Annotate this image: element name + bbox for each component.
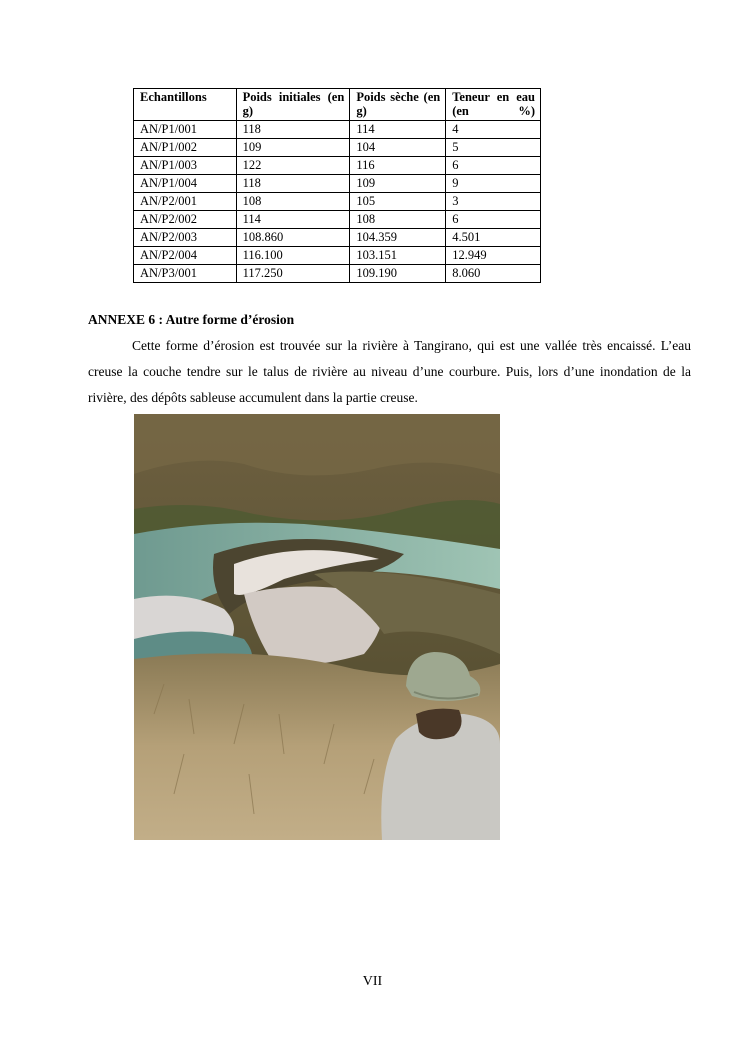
table-cell: AN/P1/004 — [134, 175, 237, 193]
annexe-paragraph — [88, 333, 691, 411]
table-cell: 114 — [236, 211, 350, 229]
table-body — [134, 121, 541, 283]
table-cell: 6 — [446, 157, 541, 175]
table-cell: 114 — [350, 121, 446, 139]
header-poids-seche: Poids sèche (en g) — [350, 89, 446, 121]
table-cell: 5 — [446, 139, 541, 157]
table-cell: 108 — [350, 211, 446, 229]
table-cell: 103.151 — [350, 247, 446, 265]
table-row — [134, 139, 541, 157]
table-cell: 122 — [236, 157, 350, 175]
table-cell: 4.501 — [446, 229, 541, 247]
table-row — [134, 121, 541, 139]
table-cell: 108.860 — [236, 229, 350, 247]
table-cell: 104.359 — [350, 229, 446, 247]
table-cell: AN/P2/002 — [134, 211, 237, 229]
header-teneur-eau: Teneur en eau (en %) — [446, 89, 541, 121]
erosion-photo — [134, 414, 500, 840]
table-cell: 105 — [350, 193, 446, 211]
table-cell: 104 — [350, 139, 446, 157]
table-cell: 118 — [236, 175, 350, 193]
table-row — [134, 193, 541, 211]
table-cell: 116.100 — [236, 247, 350, 265]
table-cell: AN/P3/001 — [134, 265, 237, 283]
table-cell: 109 — [236, 139, 350, 157]
table-cell: 3 — [446, 193, 541, 211]
table-cell: 109 — [350, 175, 446, 193]
table-row — [134, 157, 541, 175]
table-cell: AN/P1/003 — [134, 157, 237, 175]
table-cell: 108 — [236, 193, 350, 211]
table-cell: 9 — [446, 175, 541, 193]
sample-table — [133, 88, 541, 283]
header-poids-initiales: Poids initiales (en g) — [236, 89, 350, 121]
table-row — [134, 211, 541, 229]
annexe-heading: ANNEXE 6 : Autre forme d’érosion — [88, 312, 295, 327]
table-row — [134, 175, 541, 193]
table-row — [134, 247, 541, 265]
table-header-row — [134, 89, 541, 121]
table-cell: 8.060 — [446, 265, 541, 283]
table-cell: AN/P1/001 — [134, 121, 237, 139]
table-row — [134, 265, 541, 283]
table-cell: AN/P2/003 — [134, 229, 237, 247]
header-echantillons: Echantillons — [134, 89, 237, 121]
table-cell: AN/P2/004 — [134, 247, 237, 265]
table-row — [134, 229, 541, 247]
table-cell: 12.949 — [446, 247, 541, 265]
table-cell: 118 — [236, 121, 350, 139]
table-cell: 117.250 — [236, 265, 350, 283]
table-cell: 109.190 — [350, 265, 446, 283]
table-cell: 6 — [446, 211, 541, 229]
table-cell: 4 — [446, 121, 541, 139]
page-number: VII — [362, 974, 383, 989]
table-cell: 116 — [350, 157, 446, 175]
table-cell: AN/P2/001 — [134, 193, 237, 211]
table-cell: AN/P1/002 — [134, 139, 237, 157]
annexe-paragraph-text: Cette forme d’érosion est trouvée sur la rivière à Tangirano, qui est une vallée très encaissé. L’eau creuse la couche tendre sur le talus de rivière au niveau d’une courbure. Puis, lors d’une inondation de la rivière, des dépôts sableuse accumulent dans la partie creuse. — [88, 338, 691, 405]
